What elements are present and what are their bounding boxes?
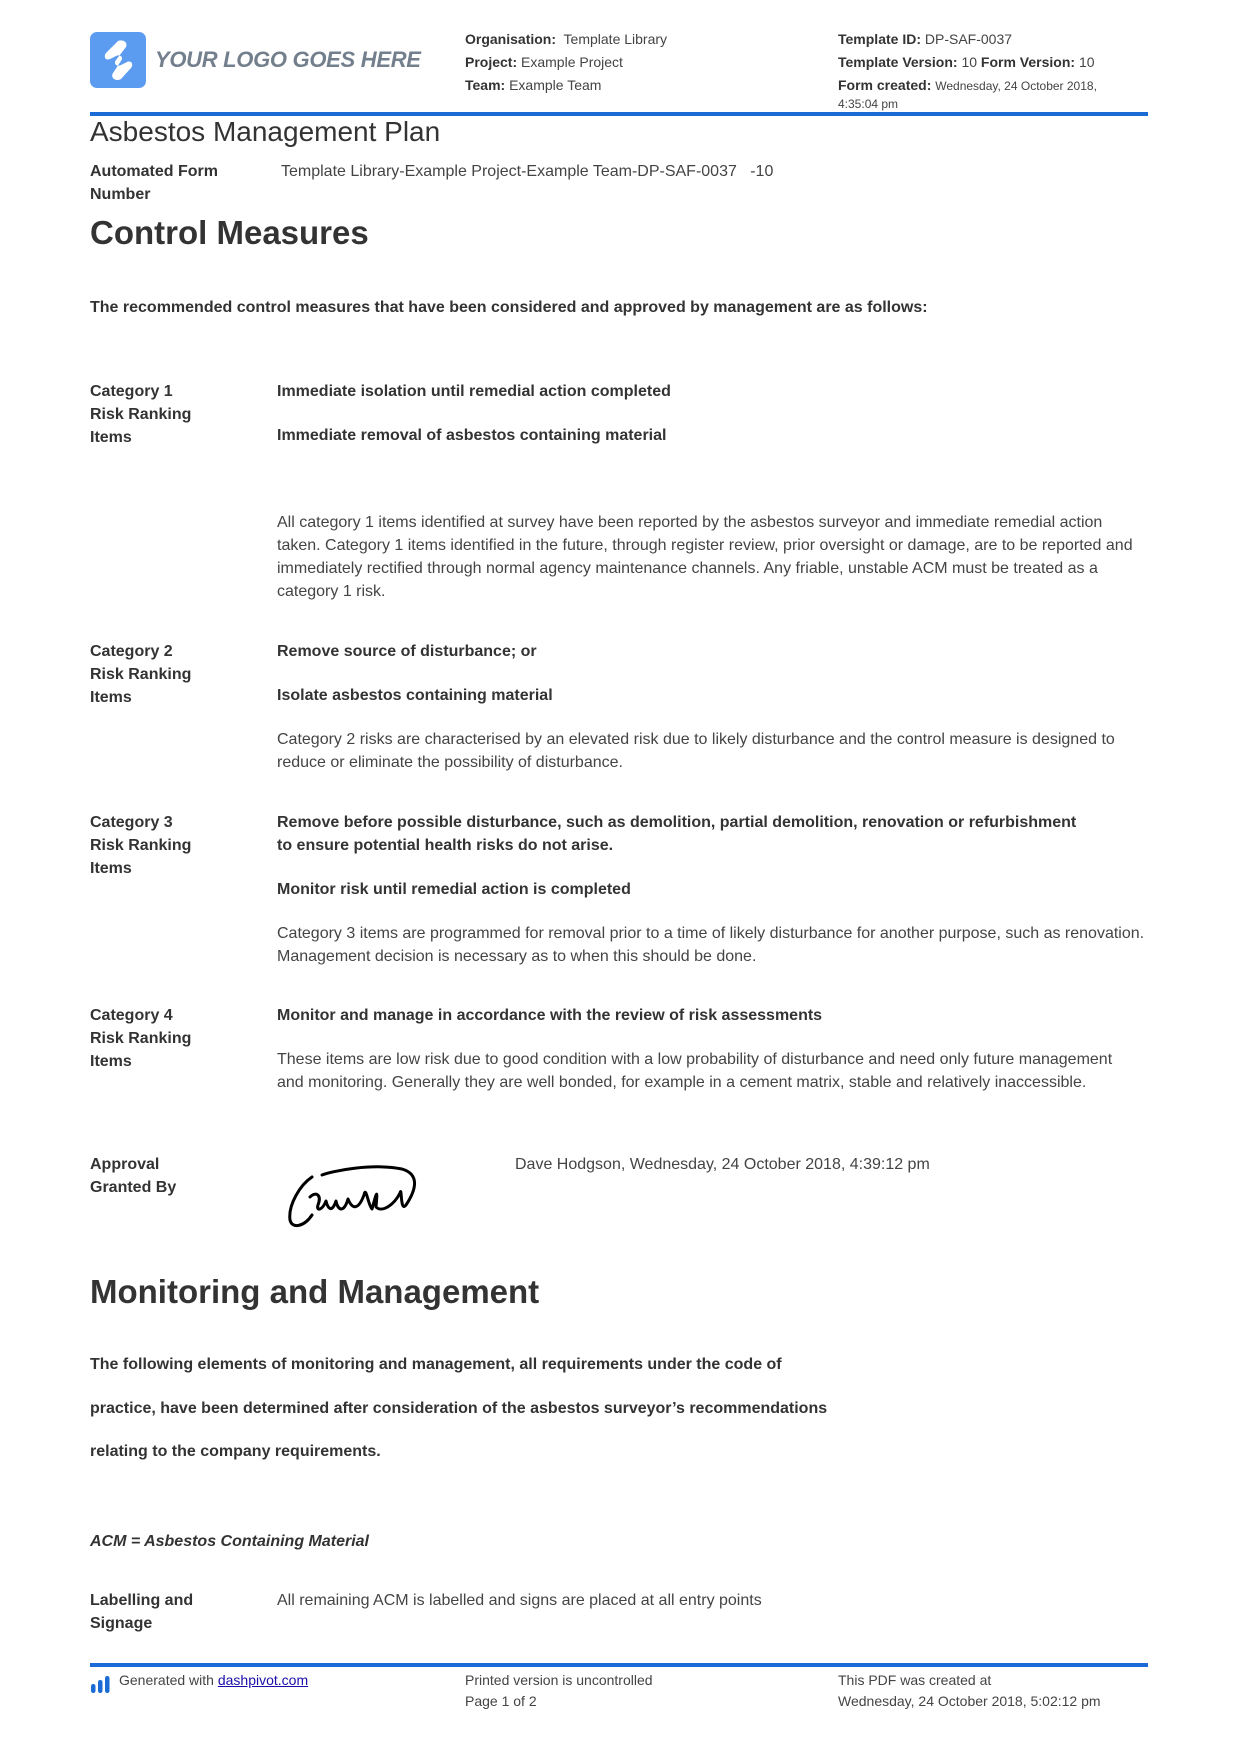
control-measures-intro: The recommended control measures that have been considered and approved by management are as follows:: [90, 299, 928, 316]
template-version-value: 10: [961, 54, 978, 70]
category-4-body: [277, 1004, 1147, 1094]
monitoring-intro-line-2: practice, have been determined after consideration of the asbestos surveyor’s recommendations: [90, 1400, 828, 1417]
page-number: Page 1 of 2: [465, 1693, 537, 1709]
category-4-description: These items are low risk due to good condition with a low probability of disturbance and need only future management and monitoring. Generally they are well bonded, for example in a cement matrix, stable and relatively inaccessible.: [277, 1051, 1113, 1091]
organisation-value: Template Library: [563, 31, 668, 47]
organisation-row: [465, 28, 667, 51]
dashpivot-icon: [91, 1676, 111, 1694]
team-value: Example Team: [509, 77, 602, 93]
document-title: Asbestos Management Plan: [90, 116, 441, 147]
category-3-body: [277, 811, 1147, 968]
category-1-body: [277, 380, 1147, 603]
dashpivot-link[interactable]: dashpivot.com: [217, 1672, 309, 1688]
template-id-value: DP-SAF-0037: [924, 31, 1013, 47]
category-1-description: All category 1 items identified at survey have been reported by the asbestos surveyor and immediate remedial action taken. Category 1 items identified in the future, through register review, prior oversight or damage, are to be reported and immediately rectified through normal agency maintenance channels. Any friable, unstable ACM must be treated as a category 1 risk.: [277, 514, 1133, 600]
header-template-info: [838, 28, 1138, 113]
category-3-description: Category 3 items are programmed for removal prior to a time of likely disturbance for another purpose, such as renovation. Management decision is necessary as to when this should be done.: [277, 925, 1145, 965]
category-3-label: Category 3 Risk Ranking Items: [90, 814, 192, 877]
form-created-label: Form created:: [838, 77, 932, 93]
labelling-label: Labelling and Signage: [90, 1592, 194, 1632]
category-1-label: Category 1 Risk Ranking Items: [90, 383, 192, 446]
project-label: Project:: [465, 54, 518, 70]
signature-image: [282, 1165, 457, 1235]
footer-right: [838, 1670, 1101, 1712]
form-version-value: 10: [1078, 54, 1095, 70]
form-number-value: Template Library-Example Project-Example Team-DP-SAF-0037 -10: [281, 163, 774, 180]
header-project-info: [465, 28, 667, 97]
template-id-label: Template ID:: [838, 31, 921, 47]
category-1-measure-2: Immediate removal of asbestos containing material: [277, 427, 667, 444]
control-measures-heading: Control Measures: [90, 214, 369, 251]
project-row: [465, 51, 667, 74]
template-version-label: Template Version:: [838, 54, 958, 70]
monitoring-intro-line-3: relating to the company requirements.: [90, 1443, 381, 1460]
template-id-row: [838, 28, 1138, 51]
category-2-measure-2: Isolate asbestos containing material: [277, 687, 553, 704]
pdf-created-value: Wednesday, 24 October 2018, 5:02:12 pm: [838, 1693, 1101, 1709]
category-2-label: Category 2 Risk Ranking Items: [90, 643, 192, 706]
approval-label: Approval Granted By: [90, 1156, 177, 1196]
team-label: Team:: [465, 77, 506, 93]
version-row: [838, 51, 1138, 74]
category-1-measure-1: Immediate isolation until remedial action completed: [277, 383, 671, 400]
approval-value: Dave Hodgson, Wednesday, 24 October 2018, 4:39:12 pm: [515, 1156, 930, 1173]
uncontrolled-note: Printed version is uncontrolled: [465, 1672, 653, 1688]
project-value: Example Project: [521, 54, 623, 70]
generated-prefix: Generated with: [119, 1672, 214, 1688]
category-2-description: Category 2 risks are characterised by an elevated risk due to likely disturbance and the control measure is designed to reduce or eliminate the possibility of disturbance.: [277, 731, 1115, 771]
category-3-measure-1: Remove before possible disturbance, such as demolition, partial demolition, renovation or refurbishment to ensure potential health risks do not arise.: [277, 814, 1077, 854]
logo-icon: [90, 32, 146, 88]
form-number-label: Automated Form Number: [90, 163, 218, 203]
category-2-measure-1: Remove source of disturbance; or: [277, 643, 537, 660]
footer-generated: [119, 1670, 308, 1691]
team-row: [465, 74, 667, 97]
monitoring-heading: Monitoring and Management: [90, 1273, 540, 1310]
labelling-value: All remaining ACM is labelled and signs are placed at all entry points: [277, 1592, 762, 1609]
footer-rule: [90, 1663, 1148, 1667]
acm-note: ACM = Asbestos Containing Material: [90, 1533, 369, 1550]
monitoring-intro-line-1: The following elements of monitoring and management, all requirements under the code of: [90, 1356, 782, 1373]
logo-text: YOUR LOGO GOES HERE: [155, 47, 421, 72]
category-2-body: [277, 640, 1147, 774]
category-4-measure-1: Monitor and manage in accordance with the review of risk assessments: [277, 1007, 823, 1024]
organisation-label: Organisation:: [465, 31, 557, 47]
category-3-measure-2: Monitor risk until remedial action is completed: [277, 881, 631, 898]
form-created-row: [838, 74, 1138, 113]
form-version-label: Form Version:: [980, 54, 1076, 70]
category-4-label: Category 4 Risk Ranking Items: [90, 1007, 192, 1070]
form-created-value: Wednesday, 24 October 2018, 4:35:04 pm: [838, 79, 1097, 111]
pdf-created-label: This PDF was created at: [838, 1672, 992, 1688]
footer-center: [465, 1670, 653, 1712]
